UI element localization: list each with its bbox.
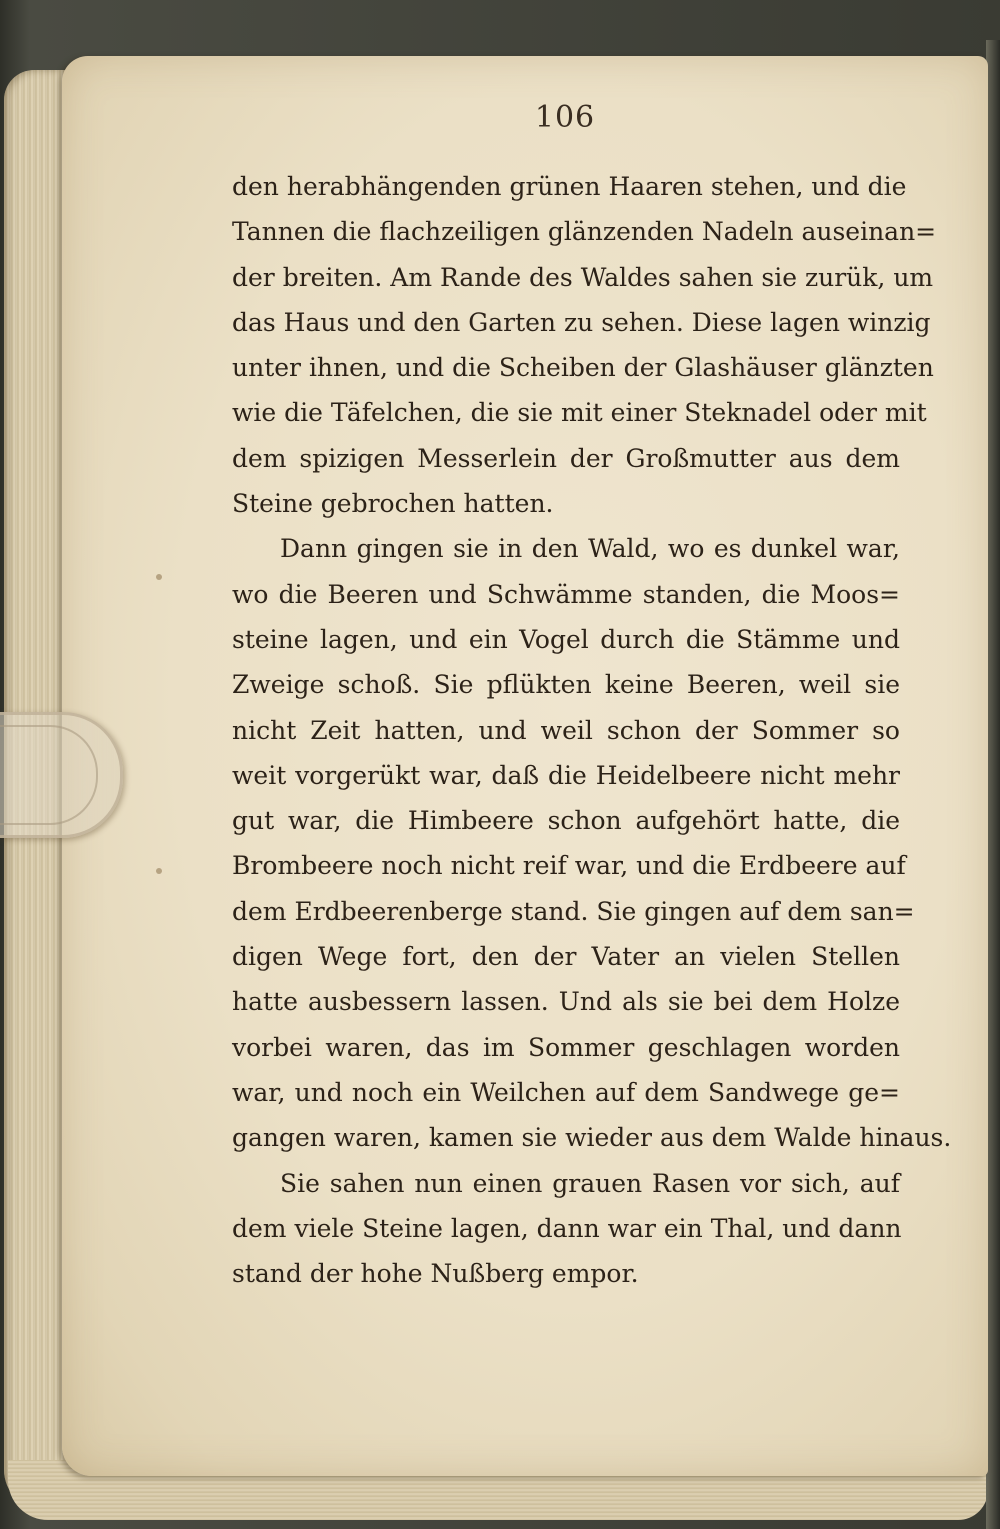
text-line: dem spizigen Messerlein der Großmutter aus dem	[232, 443, 900, 473]
text-line: der breiten. Am Rande des Waldes sahen sie zurük, um	[232, 262, 934, 292]
page-marker-clip	[0, 712, 123, 838]
page-marker-clip-inner	[0, 725, 98, 825]
text-line: Steine gebrochen hatten.	[232, 489, 554, 519]
text-line: nicht Zeit hatten, und weil schon der Sommer so	[232, 715, 900, 745]
text-line: den herabhängenden grünen Haaren stehen, und die	[232, 172, 907, 201]
text-line: stand der hohe Nußberg empor.	[232, 1259, 639, 1289]
text-line: Brombeere noch nicht reif war, und die Erdbeere auf	[232, 851, 906, 881]
text-line: war, und noch ein Weilchen auf dem Sandwege ge=	[232, 1077, 900, 1107]
text-line: unter ihnen, und die Scheiben der Glashäuser glänzten	[232, 353, 934, 383]
text-line: Zweige schoß. Sie pflükten keine Beeren, weil sie	[232, 670, 900, 700]
stain-spot	[156, 868, 162, 874]
text-line: weit vorgerükt war, daß die Heidelbeere nicht mehr	[232, 760, 900, 790]
text-line: dem Erdbeerenberge stand. Sie gingen auf dem san=	[232, 896, 915, 926]
text-line: digen Wege fort, den der Vater an vielen Stellen	[232, 942, 900, 972]
text-line: Dann gingen sie in den Wald, wo es dunkel war,	[280, 534, 900, 564]
text-line: Sie sahen nun einen grauen Rasen vor sich, auf	[280, 1168, 900, 1198]
book-right-edge	[986, 40, 1000, 1529]
text-line: Tannen die flachzeiligen glänzenden Nadeln auseinan=	[232, 217, 937, 247]
text-line: wo die Beeren und Schwämme standen, die Moos=	[232, 579, 900, 609]
stain-spot	[156, 574, 162, 580]
text-line: gangen waren, kamen sie wieder aus dem Walde hinaus.	[232, 1123, 952, 1153]
text-line: das Haus und den Garten zu sehen. Diese lagen winzig	[232, 307, 931, 337]
page-number: 106	[534, 100, 596, 135]
text-line: steine lagen, und ein Vogel durch die Stämme und	[232, 624, 900, 654]
body-text	[232, 164, 952, 1296]
text-line: gut war, die Himbeere schon aufgehört hatte, die	[232, 806, 900, 836]
text-line: dem viele Steine lagen, dann war ein Thal, und dann	[232, 1213, 902, 1243]
text-line: vorbei waren, das im Sommer geschlagen worden	[232, 1032, 900, 1062]
text-line: hatte ausbessern lassen. Und als sie bei dem Holze	[232, 987, 900, 1017]
text-line: wie die Täfelchen, die sie mit einer Steknadel oder mit	[232, 398, 927, 428]
